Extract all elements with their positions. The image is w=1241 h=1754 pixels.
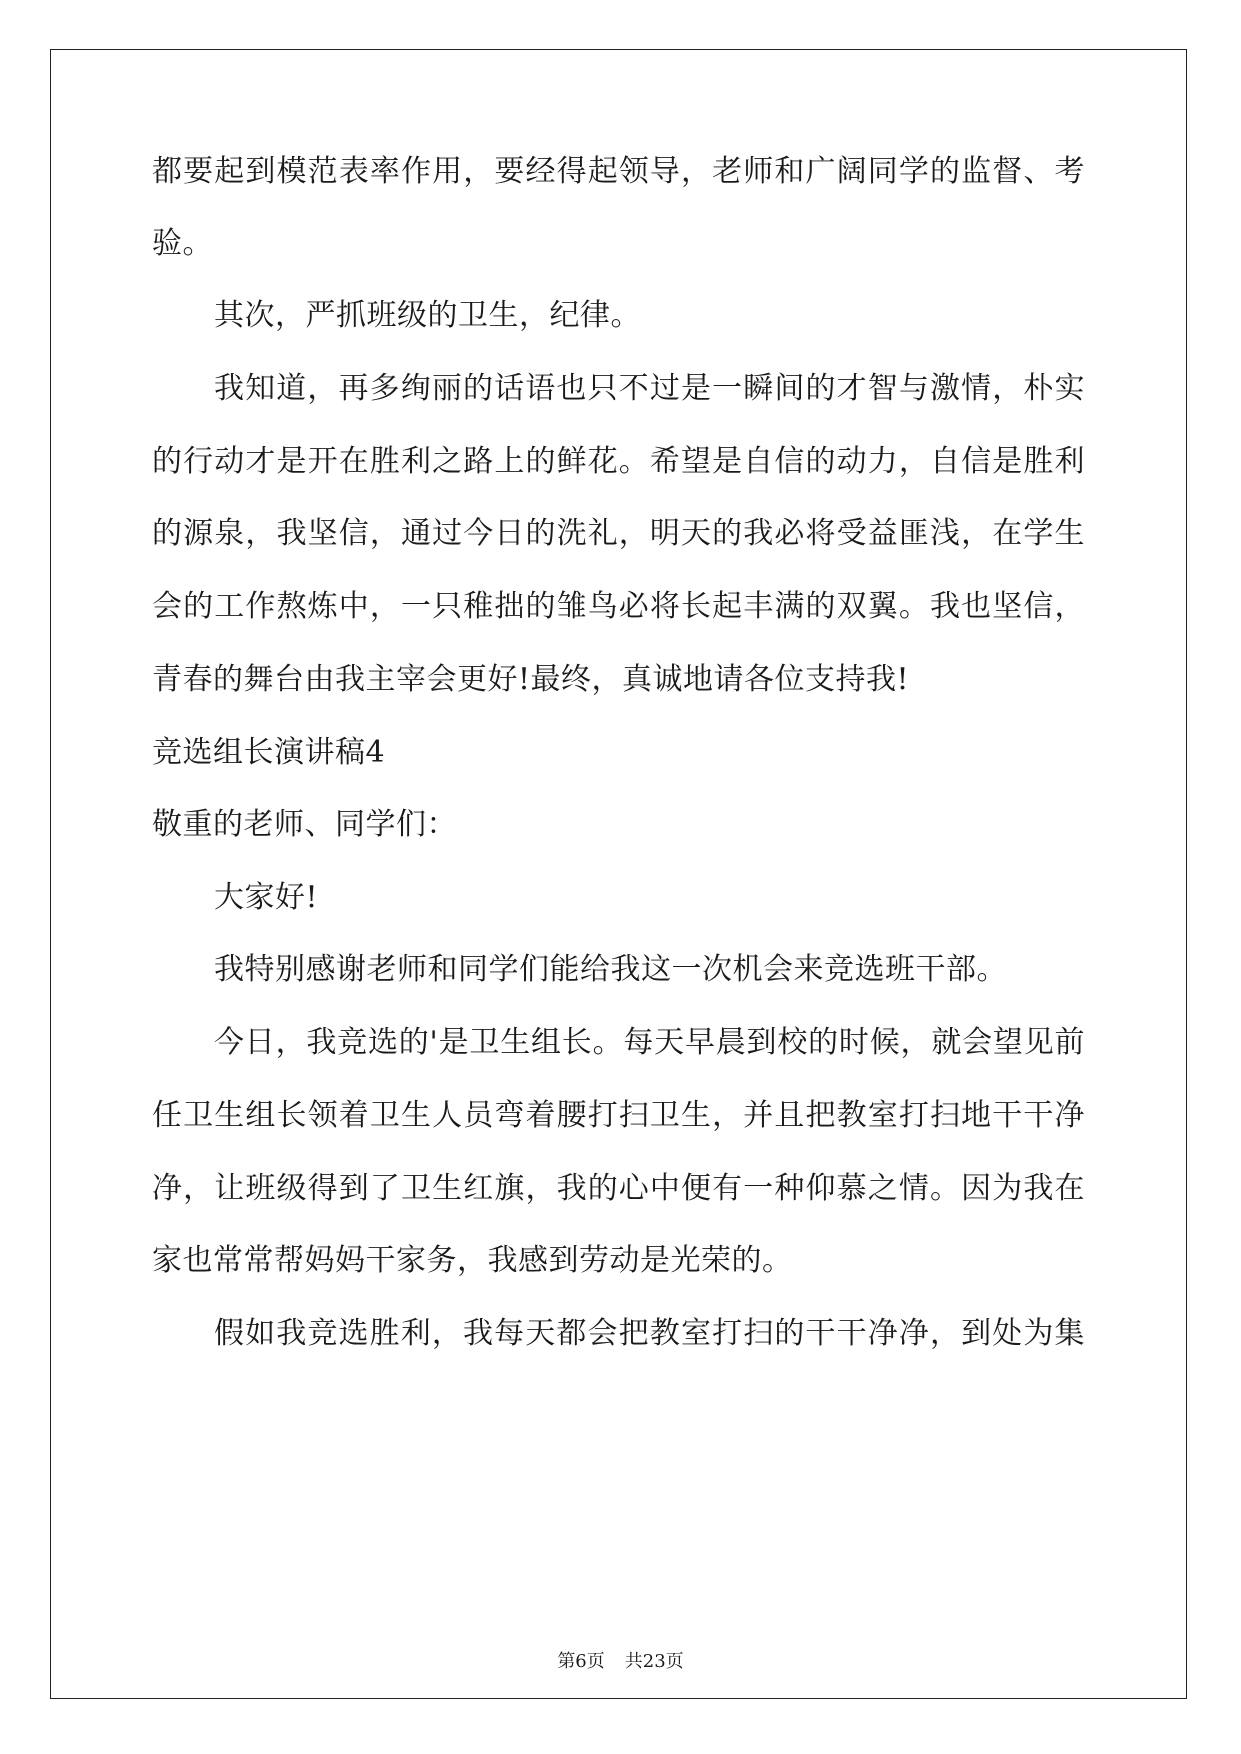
section-heading: 竞选组长演讲稿4 xyxy=(152,735,386,770)
salutation: 敬重的老师、同学们： xyxy=(152,807,457,842)
text-line: 假如我竞选胜利，我每天都会把教室打扫的干干净净，到处为集 xyxy=(214,1316,1085,1351)
text-line: 会的工作熬炼中，一只稚拙的雏鸟必将长起丰满的双翼。我也坚信， xyxy=(152,589,1085,624)
page-border xyxy=(50,49,1187,1699)
text-line: 的行动才是开在胜利之路上的鲜花。希望是自信的动力，自信是胜利 xyxy=(152,444,1085,479)
text-line: 都要起到模范表率作用，要经得起领导，老师和广阔同学的监督、考 xyxy=(152,154,1085,189)
greeting: 大家好! xyxy=(214,880,319,915)
total-pages: 共23页 xyxy=(624,1651,684,1672)
text-line: 其次，严抓班级的卫生，纪律。 xyxy=(214,298,641,333)
text-line: 验。 xyxy=(152,226,213,261)
text-line: 今日，我竞选的'是卫生组长。每天早晨到校的时候，就会望见前 xyxy=(214,1025,1085,1060)
text-line: 青春的舞台由我主宰会更好!最终，真诚地请各位支持我! xyxy=(152,662,910,697)
text-line: 任卫生组长领着卫生人员弯着腰打扫卫生，并且把教室打扫地干干净 xyxy=(152,1098,1085,1133)
text-line: 净，让班级得到了卫生红旗，我的心中便有一种仰慕之情。因为我在 xyxy=(152,1171,1085,1206)
current-page-number: 第6页 xyxy=(557,1651,605,1672)
text-line: 的源泉，我坚信，通过今日的洗礼，明天的我必将受益匪浅，在学生 xyxy=(152,516,1085,551)
text-line: 我特别感谢老师和同学们能给我这一次机会来竞选班干部。 xyxy=(214,952,1007,987)
text-line: 家也常常帮妈妈干家务，我感到劳动是光荣的。 xyxy=(152,1243,793,1278)
page-footer xyxy=(0,1650,1241,1674)
text-line: 我知道，再多绚丽的话语也只不过是一瞬间的才智与激情，朴实 xyxy=(214,371,1085,406)
